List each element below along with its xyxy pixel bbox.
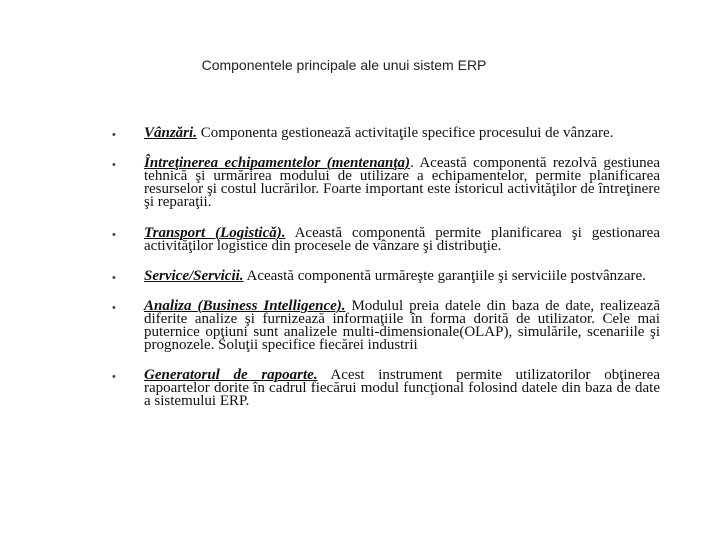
item-text	[144, 300, 660, 352]
item-description: Componenta gestionează activitaţile specifice procesului de vânzare.	[196, 125, 614, 141]
bullet-icon: •	[112, 159, 116, 171]
item-term: Analiza (Business Intelligence).	[144, 298, 346, 314]
bullet-icon: •	[112, 371, 116, 383]
item-text	[144, 157, 660, 209]
bullet-icon: •	[112, 272, 116, 284]
slide-title: Componentele principale ale unui sistem ERP	[201, 57, 487, 73]
bullet-icon: •	[112, 129, 116, 141]
item-term: Vânzări.	[144, 125, 197, 141]
item-text	[144, 127, 660, 140]
list-item	[112, 300, 660, 352]
item-description: Această componentă urmăreşte garanţiile şi serviciile postvânzare.	[243, 268, 646, 284]
list-item	[112, 127, 660, 140]
item-description: Acest instrument permite utilizatorilor obţinerea rapoartelor dorite în cadrul fiecărui modul funcţional folosind datele din baza de date a sistemului ERP.	[144, 367, 660, 409]
list-item	[112, 270, 660, 283]
item-description: Modulul preia datele din baza de date, realizează diferite analize şi furnizează informaţiile în forma dorită de utilizator. Cele mai puternice opţiuni sunt analizele multi-dimensionale(OLAP), simulările, scenariile şi prognozele. Soluţii specifice fiecărei industrii	[144, 298, 660, 353]
list-item	[112, 369, 660, 408]
item-description: Această componentă permite planificarea şi gestionarea activităţilor logistice din procesele de vânzare şi distribuţie.	[144, 225, 660, 254]
item-text	[144, 369, 660, 408]
list-item	[112, 157, 660, 209]
item-text	[144, 270, 660, 283]
bullet-icon: •	[112, 229, 116, 241]
item-text	[144, 227, 660, 253]
item-description: . Această componentă rezolvă gestiunea tehnică şi urmărirea modului de utilizare a echipamentelor, permite planificarea resurselor şi costul lucrărilor. Foarte important este istoricul activităţilor de întreţinere şi reparaţii.	[144, 155, 660, 210]
bullet-list	[112, 127, 660, 408]
item-term: Întreţinerea echipamentelor (mentenanţa)	[144, 155, 411, 171]
list-item	[112, 227, 660, 253]
item-term: Service/Servicii.	[144, 268, 244, 284]
item-term: Generatorul de rapoarte.	[144, 367, 318, 383]
item-term: Transport (Logistică).	[144, 225, 286, 241]
bullet-icon: •	[112, 302, 116, 314]
